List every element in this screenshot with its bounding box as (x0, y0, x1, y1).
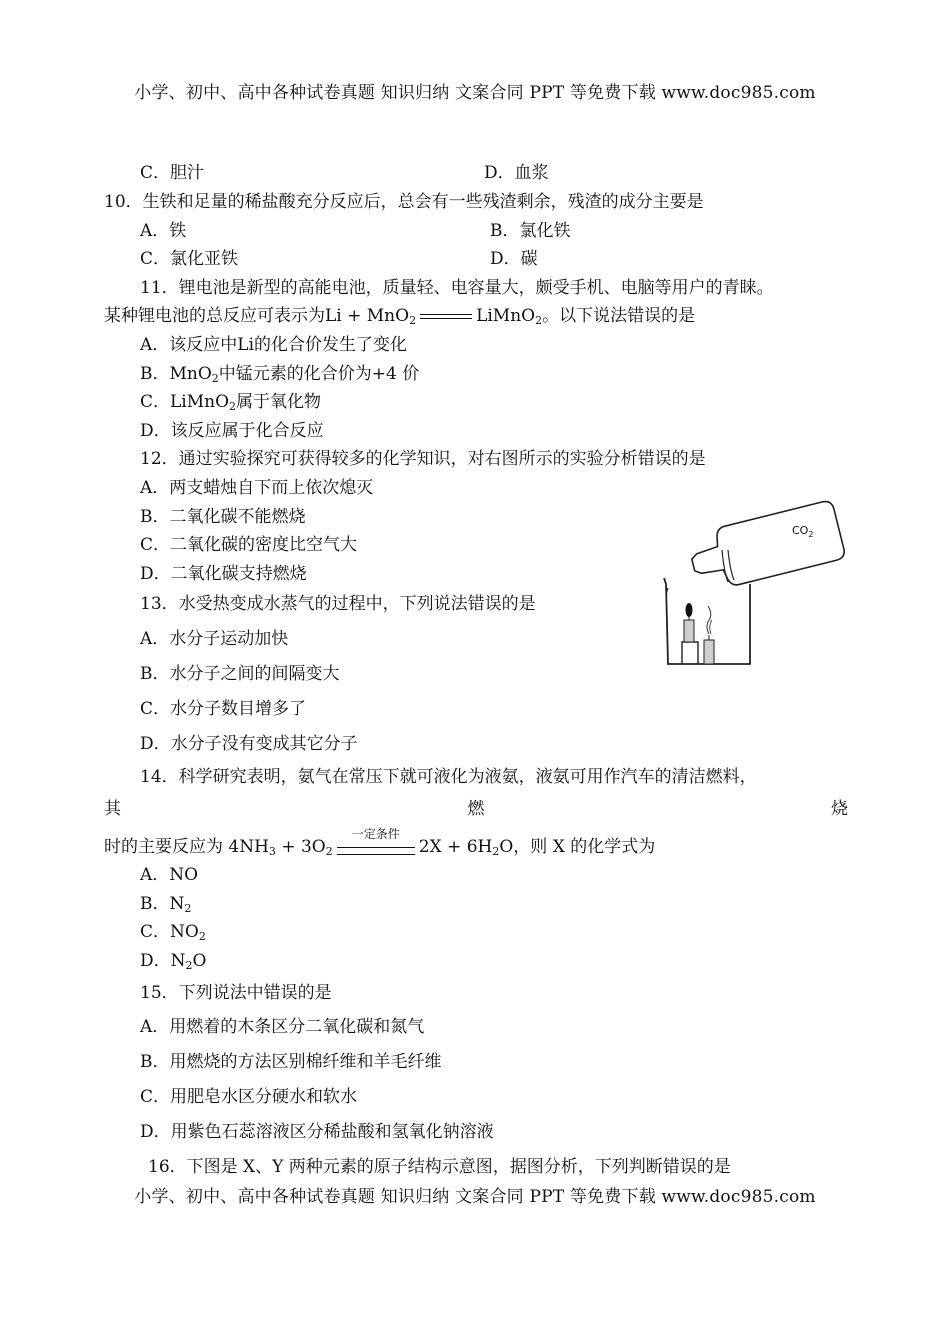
q11-option-d: D．该反应属于化合反应 (140, 421, 324, 441)
q12-stem: 12．通过实验探究可获得较多的化学知识，对右图所示的实验分析错误的是 (140, 449, 706, 469)
candle-low (704, 606, 714, 664)
q14-stem-line2: 其 燃 烧 (104, 799, 848, 819)
q15-option-b: B．用燃烧的方法区别棉纤维和羊毛纤维 (140, 1052, 442, 1072)
q9-option-c: C．胆汁 (140, 163, 205, 183)
q10-stem: 10．生铁和足量的稀盐酸充分反应后，总会有一些残渣剩余，残渣的成分主要是 (104, 192, 704, 212)
reaction-equals-sign (420, 312, 472, 322)
q12-option-c: C．二氧化碳的密度比空气大 (140, 535, 358, 555)
page-header: 小学、初中、高中各种试卷真题 知识归纳 文案合同 PPT 等免费下载 www.doc985.com (134, 83, 816, 103)
q14-stem-line1: 14．科学研究表明，氨气在常压下就可液化为液氨，液氨可用作汽车的清洁燃料， (140, 767, 757, 787)
q12-option-a: A．两支蜡烛自下而上依次熄灭 (140, 478, 374, 498)
q11-stem-line1: 11．锂电池是新型的高能电池，质量轻、电容量大，颇受手机、电脑等用户的青睐。 (140, 278, 774, 298)
q13-option-b: B．水分子之间的间隔变大 (140, 664, 340, 684)
q13-option-a: A．水分子运动加快 (140, 629, 289, 649)
reaction-condition-arrow: 一定条件 (337, 843, 415, 853)
q15-option-d: D．用紫色石蕊溶液区分稀盐酸和氢氧化钠溶液 (140, 1122, 494, 1142)
q10-option-d: D．碳 (490, 249, 538, 269)
co2-experiment-figure (658, 494, 848, 674)
q10-option-c: C．氯化亚铁 (140, 249, 239, 269)
co2-label: $CO_2$ (792, 524, 814, 539)
q13-option-c: C．水分子数目增多了 (140, 699, 307, 719)
q10-option-a: A．铁 (140, 221, 187, 241)
q15-option-c: C．用肥皂水区分硬水和软水 (140, 1087, 358, 1107)
co2-bottle (686, 500, 846, 595)
q11-stem-line2: 某种锂电池的总反应可表示为Li + MnO$_2$ LiMnO$_2$。以下说法错误的是 (104, 306, 696, 327)
q9-option-d: D．血浆 (484, 163, 549, 183)
q14-option-d: D．$N_2O$ (140, 951, 207, 972)
q14-stem-line3: 时的主要反应为 $4NH_3 + 3O_2$ 一定条件 $2X + 6H_2O$，则 X 的化学式为 (104, 826, 656, 858)
q12-option-b: B．二氧化碳不能燃烧 (140, 507, 306, 527)
q11-option-c: C．LiMnO$_2$属于氧化物 (140, 392, 322, 413)
q12-option-d: D．二氧化碳支持燃烧 (140, 564, 307, 584)
q14-option-c: C．$NO_2$ (140, 922, 206, 943)
candle-high (684, 603, 694, 642)
q14-option-a: A．NO (140, 865, 199, 885)
q15-stem: 15．下列说法中错误的是 (140, 983, 332, 1003)
q11-option-b: B．MnO$_2$中锰元素的化合价为+4 价 (140, 364, 420, 385)
q15-option-a: A．用燃着的木条区分二氧化碳和氮气 (140, 1017, 425, 1037)
q13-option-d: D．水分子没有变成其它分子 (140, 734, 358, 754)
q11-option-a: A．该反应中Li的化合价发生了变化 (140, 335, 408, 355)
page-footer: 小学、初中、高中各种试卷真题 知识归纳 文案合同 PPT 等免费下载 www.doc985.com (134, 1187, 816, 1207)
q13-stem: 13．水受热变成水蒸气的过程中，下列说法错误的是 (140, 594, 536, 614)
q14-option-b: B．$N_2$ (140, 894, 192, 915)
q16-stem: 16．下图是 X、Y 两种元素的原子结构示意图，据图分析，下列判断错误的是 (148, 1157, 731, 1177)
q10-option-b: B．氯化铁 (490, 221, 571, 241)
